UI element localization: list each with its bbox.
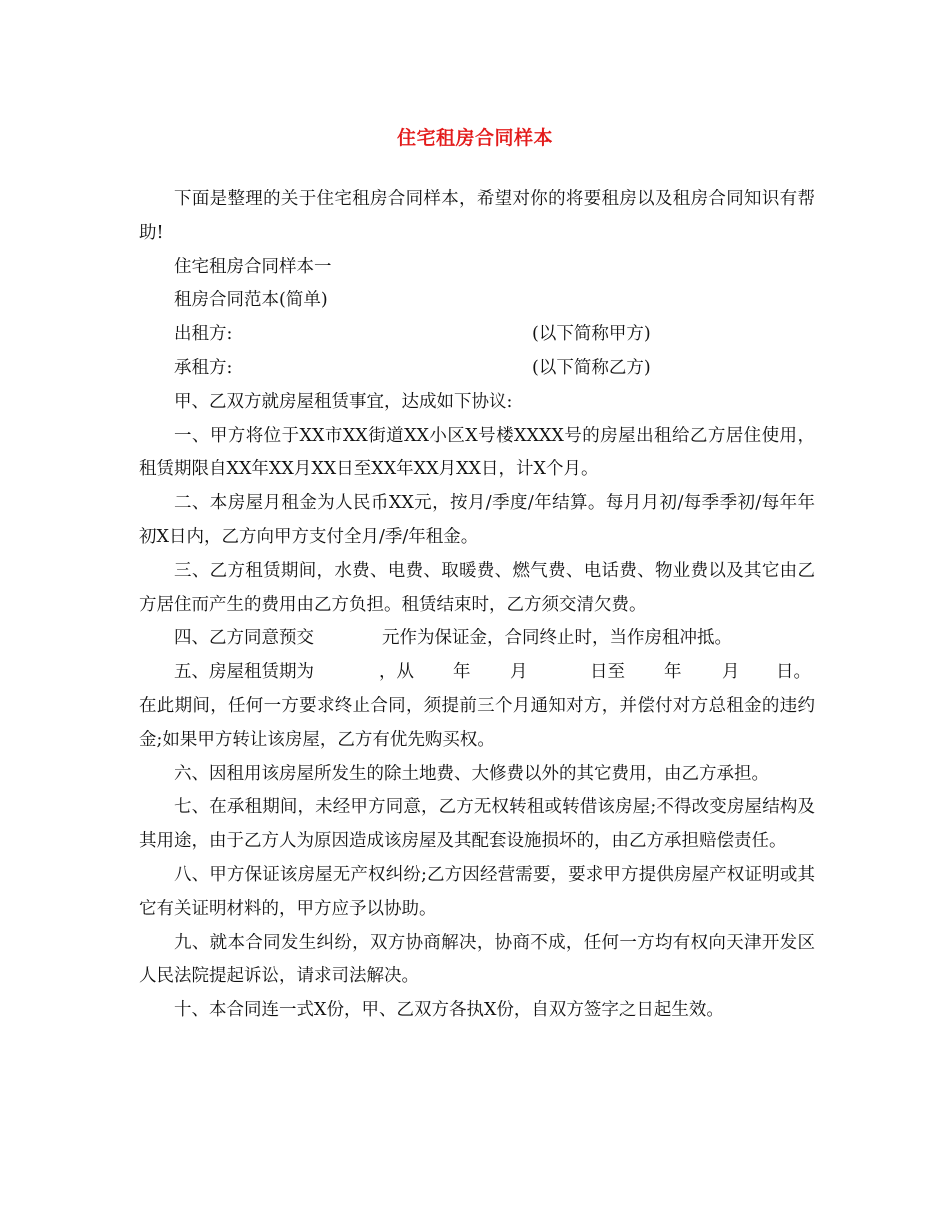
template-heading: 租房合同范本(简单) bbox=[174, 290, 328, 311]
lessee-label: 承租方: bbox=[174, 357, 233, 378]
clause-8: 八、甲方保证该房屋无产权纠纷;乙方因经营需要，要求甲方提供房屋产权证明或其它有关证明材料的，甲方应予以协助。 bbox=[139, 864, 815, 919]
clause-5-part-c: 年 bbox=[453, 662, 471, 683]
lessee-line bbox=[139, 352, 815, 386]
clause-5-part-g: 月 bbox=[722, 662, 740, 683]
clause-6: 六、因租用该房屋所发生的除土地费、大修费以外的其它费用，由乙方承担。 bbox=[174, 763, 769, 784]
lessor-line bbox=[139, 318, 815, 352]
clause-7: 七、在承租期间，未经甲方同意，乙方无权转租或转借该房屋;不得改变房屋结构及其用途，由于乙方人为原因造成该房屋及其配套设施损坏的，由乙方承担赔偿责任。 bbox=[139, 797, 815, 852]
clause-2: 二、本房屋月租金为人民币XX元，按月/季度/年结算。每月月初/每季季初/每年年初X日内，乙方向甲方支付全月/季/年租金。 bbox=[139, 493, 815, 547]
document-body bbox=[139, 183, 815, 1028]
sample-heading: 住宅租房合同样本一 bbox=[174, 256, 332, 277]
clause-4-part-b: 元作为保证金，合同终止时，当作房租冲抵。 bbox=[382, 628, 732, 649]
clause-5-first-line bbox=[139, 656, 815, 690]
clause-9: 九、就本合同发生纠纷，双方协商解决，协商不成，任何一方均有权向天津开发区人民法院提起诉讼，请求司法解决。 bbox=[139, 932, 815, 987]
clause-5-part-b: ，从 bbox=[379, 662, 414, 683]
clause-4-part-a: 四、乙方同意预交 bbox=[174, 628, 314, 649]
clause-5-part-h: 日。 bbox=[776, 662, 811, 683]
clause-5-part-f: 年 bbox=[664, 662, 682, 683]
document-title: 住宅租房合同样本 bbox=[396, 127, 553, 149]
clause-5-part-e: 日至 bbox=[590, 662, 625, 683]
agreement-intro: 甲、乙双方就房屋租赁事宜，达成如下协议: bbox=[174, 391, 513, 412]
clause-10: 十、本合同连一式X份，甲、乙双方各执X份，自双方签字之日起生效。 bbox=[174, 1000, 724, 1021]
lessee-note: (以下简称乙方) bbox=[532, 357, 651, 378]
clause-3: 三、乙方租赁期间，水费、电费、取暖费、燃气费、电话费、物业费以及其它由乙方居住而产生的费用由乙方负担。租赁结束时，乙方须交清欠费。 bbox=[139, 560, 815, 615]
clause-5-part-d: 月 bbox=[510, 662, 528, 683]
clause-5-continuation: 在此期间，任何一方要求终止合同，须提前三个月通知对方，并偿付对方总租金的违约金;如果甲方转让该房屋，乙方有优先购买权。 bbox=[139, 695, 815, 750]
lessor-note: (以下简称甲方) bbox=[532, 324, 651, 345]
lessor-label: 出租方: bbox=[174, 324, 233, 345]
clause-1: 一、甲方将位于XX市XX街道XX小区X号楼XXXX号的房屋出租给乙方居住使用，租赁期限自XX年XX月XX日至XX年XX月XX日，计X个月。 bbox=[139, 425, 815, 480]
clause-4 bbox=[139, 622, 815, 656]
intro-paragraph: 下面是整理的关于住宅租房合同样本，希望对你的将要租房以及租房合同知识有帮助! bbox=[139, 189, 815, 243]
clause-5-part-a: 五、房屋租赁期为 bbox=[174, 662, 314, 683]
